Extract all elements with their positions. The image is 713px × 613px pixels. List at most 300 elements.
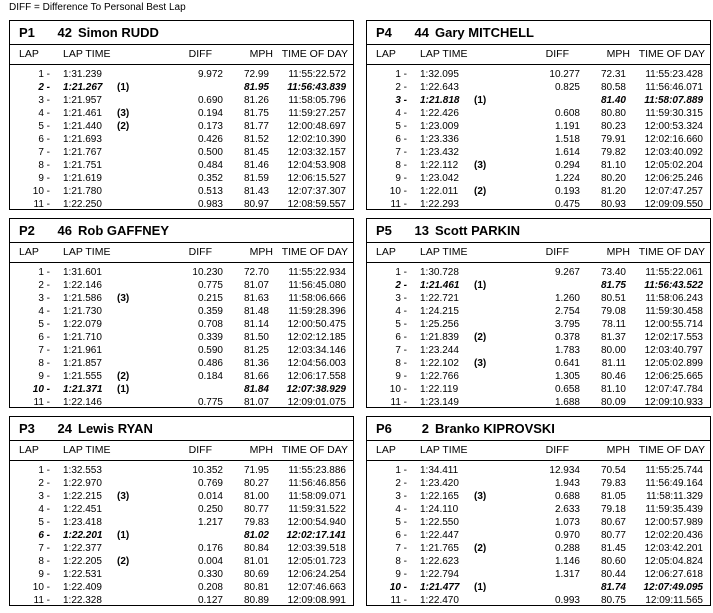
lap-number: 7 - [38, 543, 50, 554]
lap-time: 1:21.461 [420, 280, 460, 291]
lap-diff: 1.943 [554, 478, 580, 489]
col-lap: LAP [376, 246, 396, 258]
lap-diff: 10.277 [549, 69, 580, 80]
lap-number: 8 - [395, 358, 407, 369]
lap-mph: 80.51 [600, 293, 626, 304]
lap-list [10, 65, 353, 211]
lap-time: 1:22.119 [420, 384, 459, 395]
lap-number: 2 - [38, 280, 50, 291]
lap-row [10, 107, 353, 120]
lap-time: 1:22.293 [420, 199, 459, 210]
lap-row [10, 568, 353, 581]
rank-flag: (1) [474, 582, 487, 593]
lap-number: 5 - [38, 517, 50, 528]
lap-row [10, 396, 353, 409]
lap-list [10, 461, 353, 607]
lap-diff: 0.475 [554, 199, 580, 210]
lap-mph: 73.40 [600, 267, 626, 278]
rank-flag: (2) [117, 371, 130, 382]
lap-diff: 0.513 [197, 186, 223, 197]
lap-time-of-day: 12:00:57.989 [644, 517, 703, 528]
lap-row [367, 357, 710, 370]
lap-diff: 0.500 [197, 147, 223, 158]
lap-mph: 81.59 [243, 173, 269, 184]
lap-mph: 80.20 [600, 173, 626, 184]
lap-number: 7 - [395, 345, 407, 356]
lap-time-of-day: 12:02:16.660 [644, 134, 703, 145]
column-headers [10, 243, 353, 263]
col-lap: LAP [19, 48, 39, 60]
car-number: 42 [57, 25, 72, 40]
lap-time-of-day: 12:06:25.665 [644, 371, 703, 382]
lap-number: 3 - [395, 491, 407, 502]
lap-number: 6 - [38, 530, 50, 541]
lap-mph: 79.83 [600, 478, 626, 489]
lap-time: 1:22.146 [63, 397, 102, 408]
lap-time: 1:21.857 [63, 358, 102, 369]
lap-mph: 80.77 [243, 504, 269, 515]
lap-time: 1:21.477 [420, 582, 460, 593]
lap-mph: 81.10 [600, 160, 626, 171]
lap-time-of-day: 12:07:49.095 [643, 582, 703, 593]
lap-row [367, 198, 710, 211]
lap-number: 8 - [38, 160, 50, 171]
lap-time-of-day: 12:05:01.723 [287, 556, 346, 567]
lap-time-of-day: 12:06:15.527 [287, 173, 346, 184]
lap-time-of-day: 11:55:23.886 [288, 465, 346, 476]
lap-diff: 1.146 [554, 556, 580, 567]
lap-row [367, 185, 710, 198]
lap-mph: 81.63 [243, 293, 269, 304]
lap-diff: 1.518 [554, 134, 580, 145]
lap-time-of-day: 11:55:25.744 [645, 465, 703, 476]
lap-time: 1:21.767 [63, 147, 102, 158]
lap-diff: 1.688 [554, 397, 580, 408]
lap-mph: 81.01 [243, 556, 269, 567]
lap-time-of-day: 12:02:10.390 [287, 134, 346, 145]
lap-mph: 80.75 [600, 595, 626, 606]
lap-number: 6 - [395, 134, 407, 145]
lap-time: 1:22.794 [420, 569, 459, 580]
lap-list [367, 263, 710, 409]
driver-panel-p5 [366, 218, 711, 408]
lap-row [367, 503, 710, 516]
driver-name: Branko KIPROVSKI [435, 421, 555, 436]
lap-time-of-day: 12:09:01.075 [287, 397, 346, 408]
lap-diff: 1.073 [554, 517, 580, 528]
lap-row [367, 159, 710, 172]
lap-time-of-day: 12:04:53.908 [287, 160, 346, 171]
lap-time-of-day: 12:07:46.663 [287, 582, 346, 593]
lap-time-of-day: 12:05:02.899 [644, 358, 703, 369]
lap-time: 1:24.110 [420, 504, 459, 515]
lap-mph: 80.09 [600, 397, 626, 408]
rank-flag: (3) [474, 358, 487, 369]
lap-time: 1:22.721 [420, 293, 459, 304]
lap-number: 4 - [395, 504, 407, 515]
lap-row [367, 68, 710, 81]
lap-time-of-day: 12:06:17.558 [287, 371, 346, 382]
lap-time-of-day: 11:58:09.071 [288, 491, 346, 502]
lap-mph: 81.75 [600, 280, 626, 291]
lap-number: 2 - [38, 478, 50, 489]
lap-number: 6 - [38, 332, 50, 343]
lap-diff: 0.294 [554, 160, 580, 171]
lap-list [10, 263, 353, 409]
col-diff: DIFF [545, 48, 569, 60]
col-mph: MPH [249, 444, 273, 456]
lap-number: 2 - [38, 82, 50, 93]
lap-number: 10 - [389, 582, 407, 593]
lap-number: 8 - [38, 358, 50, 369]
lap-time-of-day: 12:07:47.257 [644, 186, 703, 197]
col-lap-time: LAP TIME [420, 48, 468, 60]
lap-number: 8 - [395, 556, 407, 567]
lap-row [10, 503, 353, 516]
lap-time: 1:23.418 [63, 517, 102, 528]
lap-mph: 81.45 [243, 147, 269, 158]
lap-time: 1:21.693 [63, 134, 102, 145]
lap-row [10, 94, 353, 107]
lap-mph: 79.18 [600, 504, 626, 515]
lap-time: 1:22.011 [420, 186, 459, 197]
lap-mph: 81.74 [600, 582, 626, 593]
lap-diff: 1.614 [554, 147, 580, 158]
lap-row [367, 146, 710, 159]
lap-time-of-day: 12:02:17.553 [644, 332, 703, 343]
lap-diff: 0.173 [197, 121, 223, 132]
lap-diff: 1.783 [554, 345, 580, 356]
lap-mph: 81.46 [243, 160, 269, 171]
lap-row [367, 555, 710, 568]
lap-time-of-day: 12:00:48.697 [287, 121, 346, 132]
lap-row [367, 292, 710, 305]
lap-diff: 0.983 [197, 199, 223, 210]
lap-number: 9 - [395, 371, 407, 382]
lap-diff: 2.754 [554, 306, 580, 317]
lap-number: 6 - [38, 134, 50, 145]
lap-time-of-day: 12:02:17.141 [286, 530, 346, 541]
lap-time: 1:31.239 [63, 69, 102, 80]
lap-time-of-day: 12:00:54.940 [287, 517, 346, 528]
lap-time-of-day: 12:04:56.003 [287, 358, 346, 369]
lap-time-of-day: 11:58:07.889 [644, 95, 703, 106]
lap-number: 9 - [38, 173, 50, 184]
lap-time: 1:22.215 [63, 491, 102, 502]
lap-mph: 79.08 [600, 306, 626, 317]
lap-time: 1:23.149 [420, 397, 459, 408]
col-diff: DIFF [188, 48, 212, 60]
lap-time: 1:22.079 [63, 319, 102, 330]
lap-list [367, 65, 710, 211]
lap-time-of-day: 11:59:30.458 [645, 306, 703, 317]
lap-number: 1 - [395, 69, 407, 80]
lap-time: 1:22.328 [63, 595, 102, 606]
lap-time: 1:21.957 [63, 95, 102, 106]
car-number: 13 [414, 223, 429, 238]
lap-number: 5 - [395, 121, 407, 132]
lap-row [367, 266, 710, 279]
lap-row [367, 279, 710, 292]
lap-number: 9 - [395, 173, 407, 184]
lap-mph: 81.77 [243, 121, 269, 132]
lap-time: 1:21.619 [63, 173, 102, 184]
lap-number: 7 - [395, 147, 407, 158]
lap-time: 1:22.623 [420, 556, 459, 567]
lap-mph: 80.77 [600, 530, 626, 541]
lap-mph: 81.84 [243, 384, 269, 395]
lap-row [367, 344, 710, 357]
lap-diff: 0.194 [197, 108, 223, 119]
lap-diff: 1.224 [554, 173, 580, 184]
lap-time-of-day: 11:58:11.329 [646, 491, 703, 502]
driver-panel-p6 [366, 416, 711, 606]
lap-mph: 72.70 [243, 267, 269, 278]
lap-time: 1:23.336 [420, 134, 459, 145]
lap-diff: 0.690 [197, 95, 223, 106]
col-lap: LAP [19, 246, 39, 258]
lap-diff: 0.484 [197, 160, 223, 171]
lap-number: 11 - [33, 595, 50, 606]
lap-time: 1:22.377 [63, 543, 102, 554]
lap-time: 1:24.215 [420, 306, 459, 317]
lap-time-of-day: 11:56:46.071 [645, 82, 703, 93]
lap-diff: 1.217 [197, 517, 223, 528]
lap-number: 2 - [395, 478, 407, 489]
lap-mph: 80.44 [600, 569, 626, 580]
panel-header [10, 21, 353, 45]
driver-panel-p4 [366, 20, 711, 210]
lap-time: 1:23.042 [420, 173, 459, 184]
lap-mph: 81.95 [243, 82, 269, 93]
lap-time: 1:22.102 [420, 358, 459, 369]
rank-flag: (3) [117, 108, 130, 119]
lap-row [10, 292, 353, 305]
lap-mph: 81.14 [243, 319, 269, 330]
lap-time-of-day: 12:09:09.550 [644, 199, 703, 210]
lap-number: 3 - [395, 293, 407, 304]
lap-row [367, 305, 710, 318]
lap-mph: 81.45 [600, 543, 626, 554]
lap-number: 2 - [395, 82, 407, 93]
lap-diff: 10.230 [192, 267, 223, 278]
lap-mph: 79.82 [600, 147, 626, 158]
lap-time-of-day: 12:02:20.436 [644, 530, 703, 541]
lap-time-of-day: 11:55:22.934 [288, 267, 346, 278]
lap-mph: 80.23 [600, 121, 626, 132]
position-label: P3 [19, 421, 35, 436]
column-headers [10, 441, 353, 461]
rank-flag: (2) [474, 186, 487, 197]
col-lap: LAP [19, 444, 39, 456]
lap-number: 4 - [395, 306, 407, 317]
col-diff: DIFF [188, 246, 212, 258]
col-time-of-day: TIME OF DAY [638, 246, 705, 258]
lap-time-of-day: 12:03:32.157 [287, 147, 346, 158]
lap-diff: 0.641 [554, 358, 580, 369]
lap-mph: 80.69 [243, 569, 269, 580]
lap-time: 1:22.447 [420, 530, 459, 541]
lap-time: 1:21.818 [420, 95, 460, 106]
rank-flag: (2) [117, 121, 130, 132]
lap-mph: 80.60 [600, 556, 626, 567]
lap-mph: 70.54 [600, 465, 626, 476]
lap-time: 1:30.728 [420, 267, 459, 278]
lap-row [367, 107, 710, 120]
lap-row [367, 81, 710, 94]
lap-mph: 81.40 [600, 95, 626, 106]
lap-time-of-day: 11:56:49.164 [645, 478, 703, 489]
lap-mph: 81.05 [600, 491, 626, 502]
lap-row [367, 94, 710, 107]
lap-diff: 0.688 [554, 491, 580, 502]
lap-mph: 80.27 [243, 478, 269, 489]
lap-time-of-day: 11:56:43.839 [287, 82, 346, 93]
lap-time: 1:21.961 [63, 345, 102, 356]
lap-row [367, 172, 710, 185]
lap-time-of-day: 12:03:34.146 [287, 345, 346, 356]
lap-number: 3 - [38, 491, 50, 502]
lap-diff: 10.352 [192, 465, 223, 476]
lap-diff: 0.352 [197, 173, 223, 184]
lap-diff: 0.775 [197, 397, 223, 408]
lap-diff: 0.330 [197, 569, 223, 580]
lap-time-of-day: 12:09:11.565 [645, 595, 703, 606]
lap-diff: 0.176 [197, 543, 223, 554]
lap-row [367, 383, 710, 396]
lap-row [367, 331, 710, 344]
lap-row [10, 581, 353, 594]
lap-diff: 0.014 [197, 491, 223, 502]
lap-row [10, 344, 353, 357]
rank-flag: (2) [474, 332, 487, 343]
col-lap-time: LAP TIME [420, 246, 468, 258]
lap-row [10, 68, 353, 81]
rank-flag: (3) [117, 491, 130, 502]
lap-time-of-day: 11:58:06.243 [645, 293, 703, 304]
lap-row [367, 370, 710, 383]
lap-number: 2 - [395, 280, 407, 291]
lap-row [10, 318, 353, 331]
rank-flag: (3) [474, 491, 487, 502]
lap-time-of-day: 11:59:30.315 [645, 108, 703, 119]
col-lap: LAP [376, 444, 396, 456]
col-lap-time: LAP TIME [63, 48, 111, 60]
col-time-of-day: TIME OF DAY [281, 246, 348, 258]
lap-mph: 79.91 [600, 134, 626, 145]
lap-time: 1:21.461 [63, 108, 102, 119]
panel-header [10, 219, 353, 243]
lap-mph: 81.10 [600, 384, 626, 395]
lap-row [10, 81, 353, 94]
lap-mph: 78.11 [601, 319, 626, 330]
lap-mph: 81.26 [243, 95, 269, 106]
driver-name: Gary MITCHELL [435, 25, 534, 40]
lap-number: 4 - [38, 108, 50, 119]
position-label: P1 [19, 25, 35, 40]
lap-diff: 0.426 [197, 134, 223, 145]
col-lap: LAP [376, 48, 396, 60]
lap-time: 1:21.555 [63, 371, 102, 382]
lap-mph: 81.36 [243, 358, 269, 369]
lap-diff: 1.191 [554, 121, 580, 132]
lap-mph: 81.48 [243, 306, 269, 317]
lap-number: 11 - [390, 397, 407, 408]
lap-time-of-day: 12:05:02.204 [644, 160, 703, 171]
lap-time: 1:21.371 [63, 384, 103, 395]
lap-time-of-day: 11:55:23.428 [645, 69, 703, 80]
lap-time-of-day: 11:56:46.856 [288, 478, 346, 489]
lap-time: 1:32.553 [63, 465, 102, 476]
lap-diff: 0.250 [197, 504, 223, 515]
lap-time: 1:22.165 [420, 491, 459, 502]
car-number: 24 [57, 421, 72, 436]
lap-diff: 9.972 [197, 69, 223, 80]
lap-diff: 0.775 [197, 280, 223, 291]
position-label: P5 [376, 223, 392, 238]
lap-diff: 0.590 [197, 345, 223, 356]
lap-time: 1:23.432 [420, 147, 459, 158]
driver-panel-p1 [9, 20, 354, 210]
lap-mph: 81.02 [243, 530, 269, 541]
lap-time: 1:22.531 [63, 569, 102, 580]
car-number: 44 [414, 25, 429, 40]
lap-diff: 0.608 [554, 108, 580, 119]
rank-flag: (3) [117, 293, 130, 304]
lap-row [10, 357, 353, 370]
lap-number: 5 - [395, 319, 407, 330]
lap-number: 3 - [38, 95, 50, 106]
lap-time-of-day: 11:59:35.439 [645, 504, 703, 515]
lap-diff: 0.378 [554, 332, 580, 343]
lap-row [367, 529, 710, 542]
lap-mph: 80.93 [600, 199, 626, 210]
lap-mph: 80.80 [600, 108, 626, 119]
lap-time: 1:22.409 [63, 582, 102, 593]
lap-mph: 81.66 [243, 371, 269, 382]
lap-row [367, 477, 710, 490]
rank-flag: (2) [117, 556, 130, 567]
lap-diff: 0.339 [197, 332, 223, 343]
lap-number: 5 - [395, 517, 407, 528]
lap-row [10, 331, 353, 344]
lap-number: 10 - [32, 582, 50, 593]
lap-number: 5 - [38, 121, 50, 132]
lap-row [10, 185, 353, 198]
panel-header [367, 417, 710, 441]
lap-time-of-day: 12:07:37.307 [287, 186, 346, 197]
lap-time-of-day: 11:56:43.522 [644, 280, 703, 291]
lap-time-of-day: 12:05:04.824 [644, 556, 703, 567]
panel-header [10, 417, 353, 441]
lap-time: 1:21.780 [63, 186, 102, 197]
lap-time-of-day: 11:59:27.257 [288, 108, 346, 119]
lap-time-of-day: 12:06:25.246 [644, 173, 703, 184]
lap-row [10, 172, 353, 185]
col-lap-time: LAP TIME [63, 444, 111, 456]
lap-number: 10 - [32, 186, 50, 197]
rank-flag: (3) [474, 160, 487, 171]
lap-number: 1 - [38, 465, 50, 476]
lap-time-of-day: 12:06:24.254 [287, 569, 346, 580]
lap-time: 1:23.420 [420, 478, 459, 489]
lap-time-of-day: 11:58:06.666 [288, 293, 346, 304]
lap-diff: 3.795 [554, 319, 580, 330]
lap-row [367, 396, 710, 409]
lap-number: 5 - [38, 319, 50, 330]
lap-diff: 0.193 [554, 186, 580, 197]
driver-name: Lewis RYAN [78, 421, 153, 436]
